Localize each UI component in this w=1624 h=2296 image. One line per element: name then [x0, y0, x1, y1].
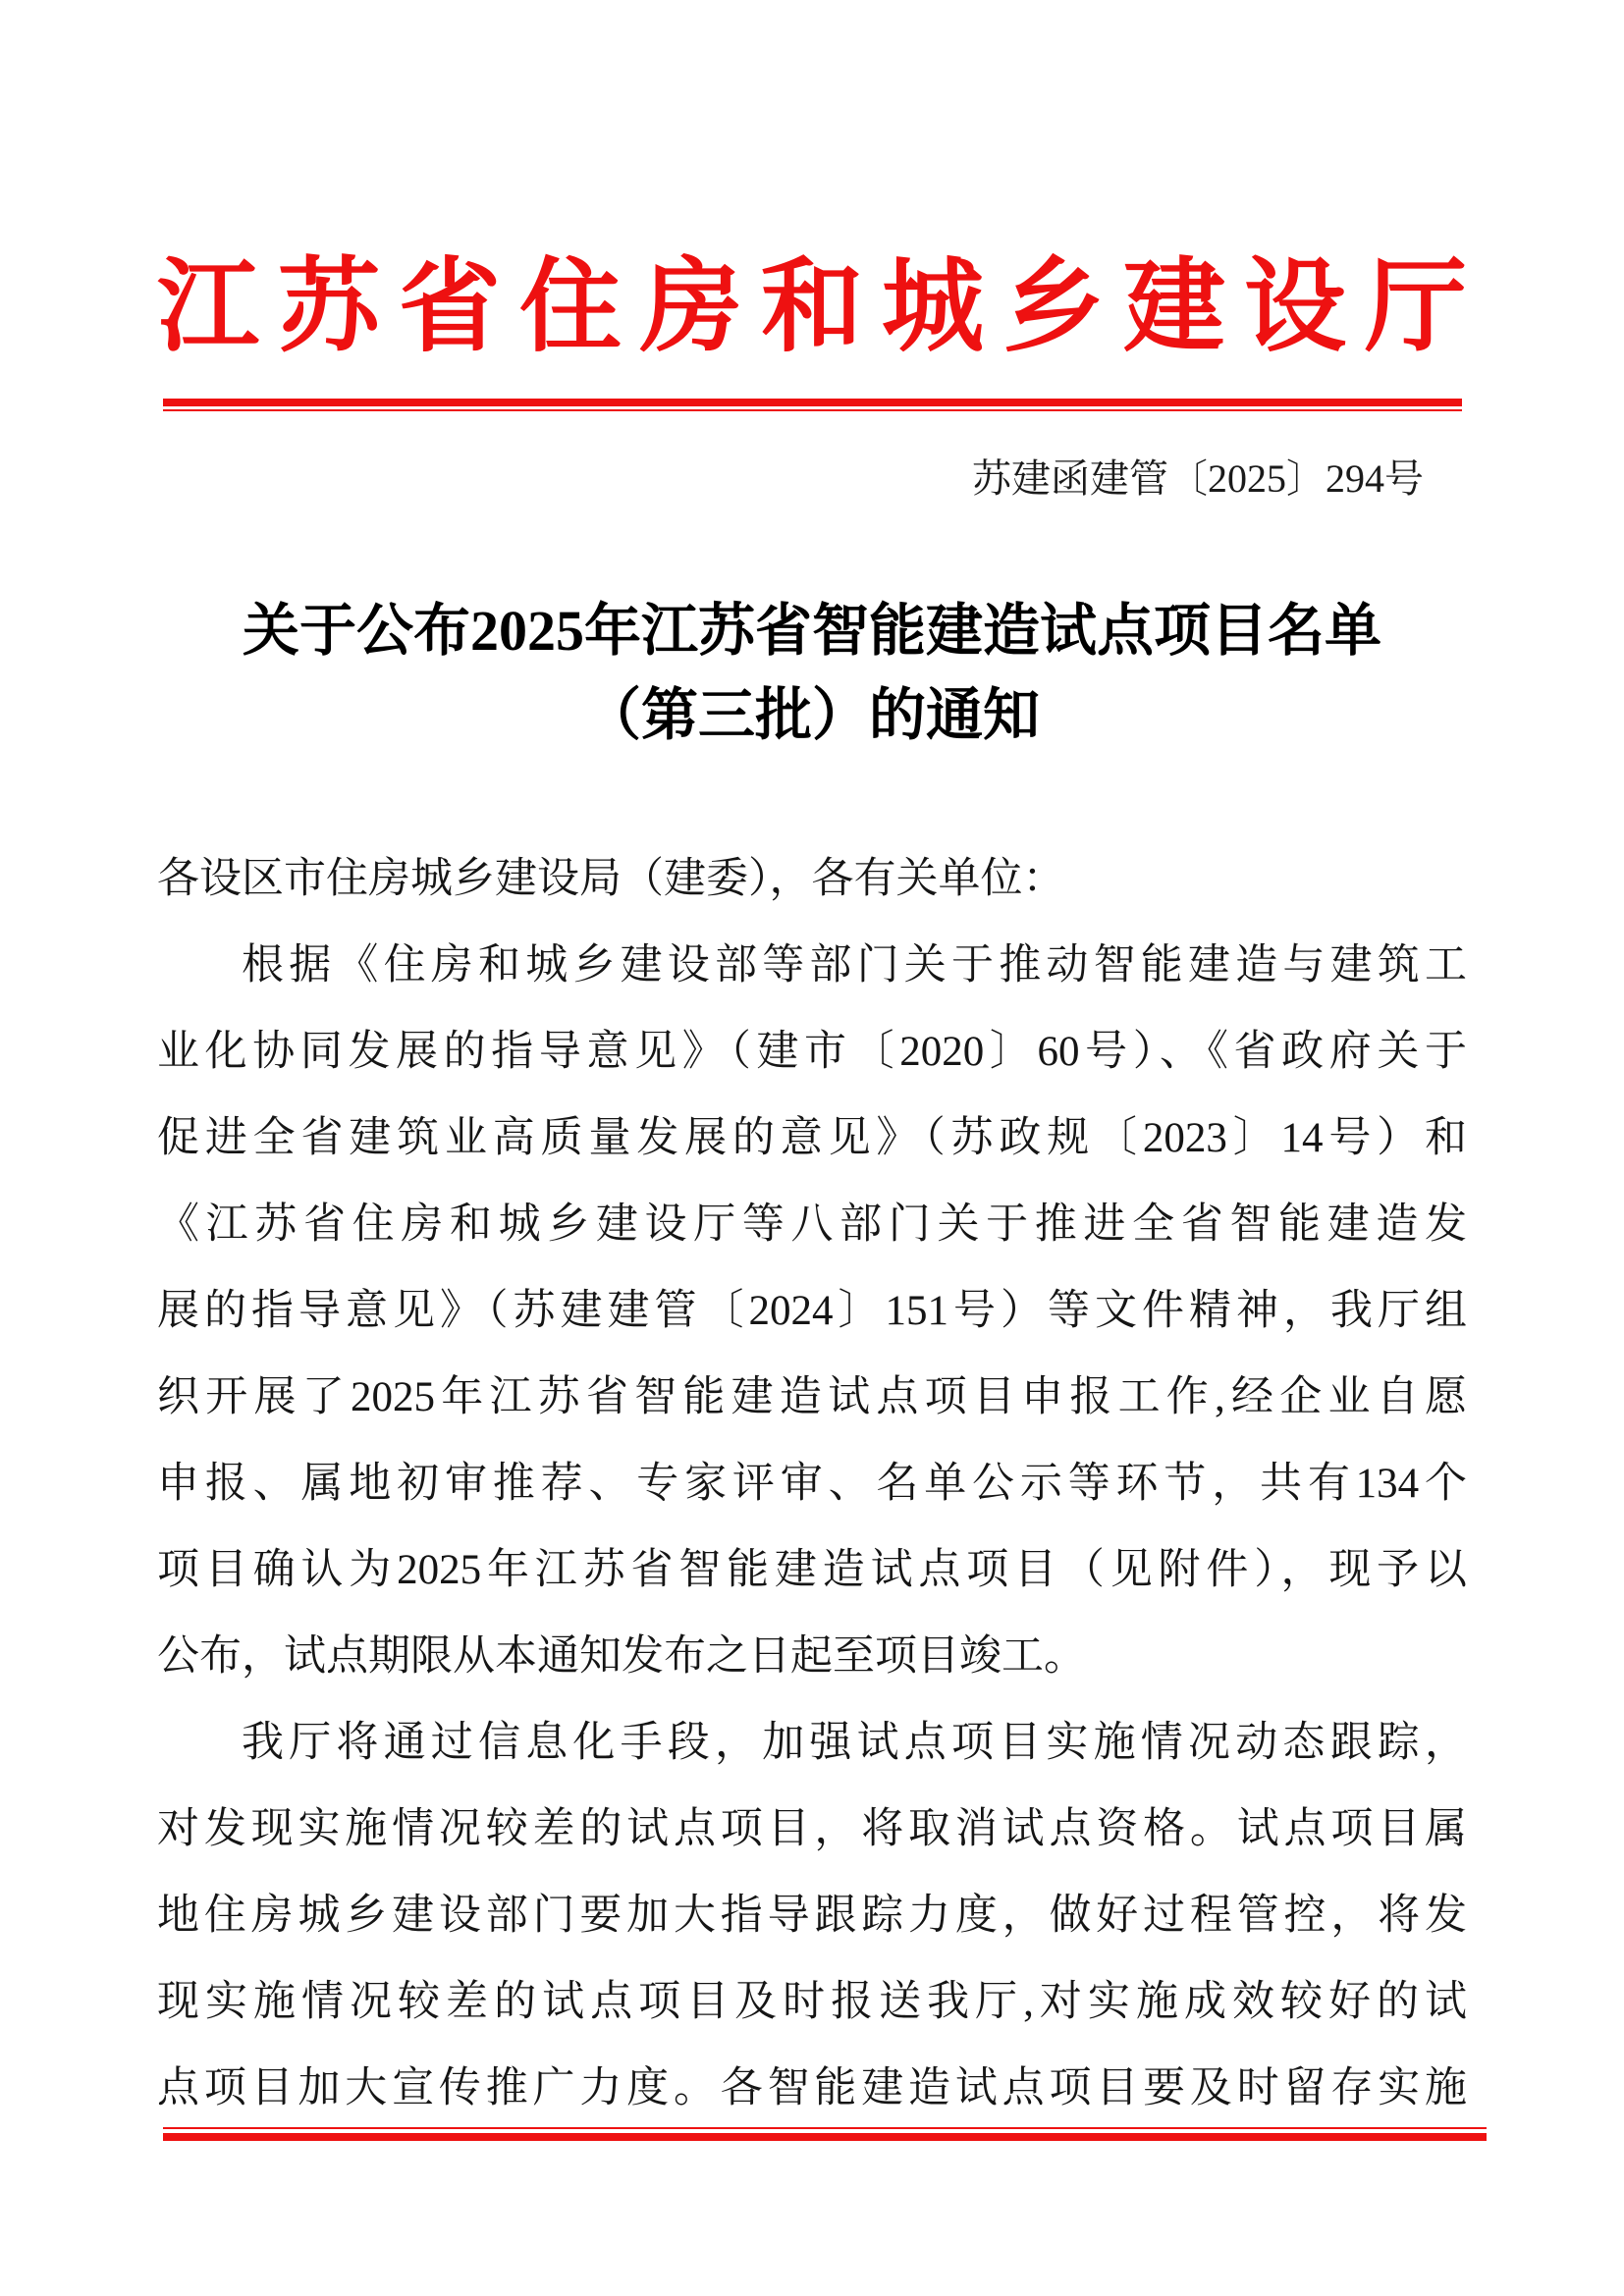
header-divider-thick-bar	[163, 399, 1462, 406]
footer-divider-thick-bar	[163, 2133, 1487, 2141]
body-line: 申报、属地初审推荐、专家评审、名单公示等环节，共有134个	[157, 1461, 1467, 1507]
body-line: 展的指导意见》（苏建建管〔2024〕151号）等文件精神，我厅组	[157, 1288, 1467, 1334]
body-line: 现实施情况较差的试点项目及时报送我厅,对实施成效较好的试	[157, 1979, 1467, 2025]
body-line: 《江苏省住房和城乡建设厅等八部门关于推进全省智能建造发	[157, 1201, 1467, 1248]
notice-title-line1: 关于公布2025年江苏省智能建造试点项目名单	[242, 599, 1381, 663]
body-line: 根据《住房和城乡建设部等部门关于推动智能建造与建筑工	[242, 942, 1467, 988]
body-line-salutation: 各设区市住房城乡建设局（建委），各有关单位：	[157, 856, 1065, 902]
notice-title	[0, 589, 1624, 758]
body-line: 业化协同发展的指导意见》（建市〔2020〕60号）、《省政府关于	[157, 1029, 1467, 1075]
body-line: 公布，试点期限从本通知发布之日起至项目竣工。	[157, 1633, 1086, 1680]
document-number: 苏建函建管〔2025〕294号	[972, 456, 1424, 501]
header-divider-thin-bar	[163, 409, 1462, 411]
body-line: 我厅将通过信息化手段，加强试点项目实施情况动态跟踪，	[242, 1720, 1467, 1766]
body-line: 项目确认为2025年江苏省智能建造试点项目（见附件），现予以	[157, 1547, 1467, 1593]
notice-title-line2: （第三批）的通知	[583, 683, 1040, 747]
body-line: 促进全省建筑业高质量发展的意见》（苏政规〔2023〕14号）和	[157, 1115, 1467, 1161]
body-line: 点项目加大宣传推广力度。各智能建造试点项目要及时留存实施	[157, 2065, 1467, 2111]
header-divider	[163, 399, 1462, 411]
footer-divider	[163, 2127, 1487, 2141]
agency-header-title: 江苏省住房和城乡建设厅	[156, 251, 1486, 364]
body-line: 织开展了2025年江苏省智能建造试点项目申报工作,经企业自愿	[157, 1374, 1467, 1420]
notice-body	[157, 836, 1467, 2132]
body-line: 地住房城乡建设部门要加大指导跟踪力度，做好过程管控，将发	[157, 1893, 1467, 1939]
body-line: 对发现实施情况较差的试点项目，将取消试点资格。试点项目属	[157, 1806, 1467, 1852]
